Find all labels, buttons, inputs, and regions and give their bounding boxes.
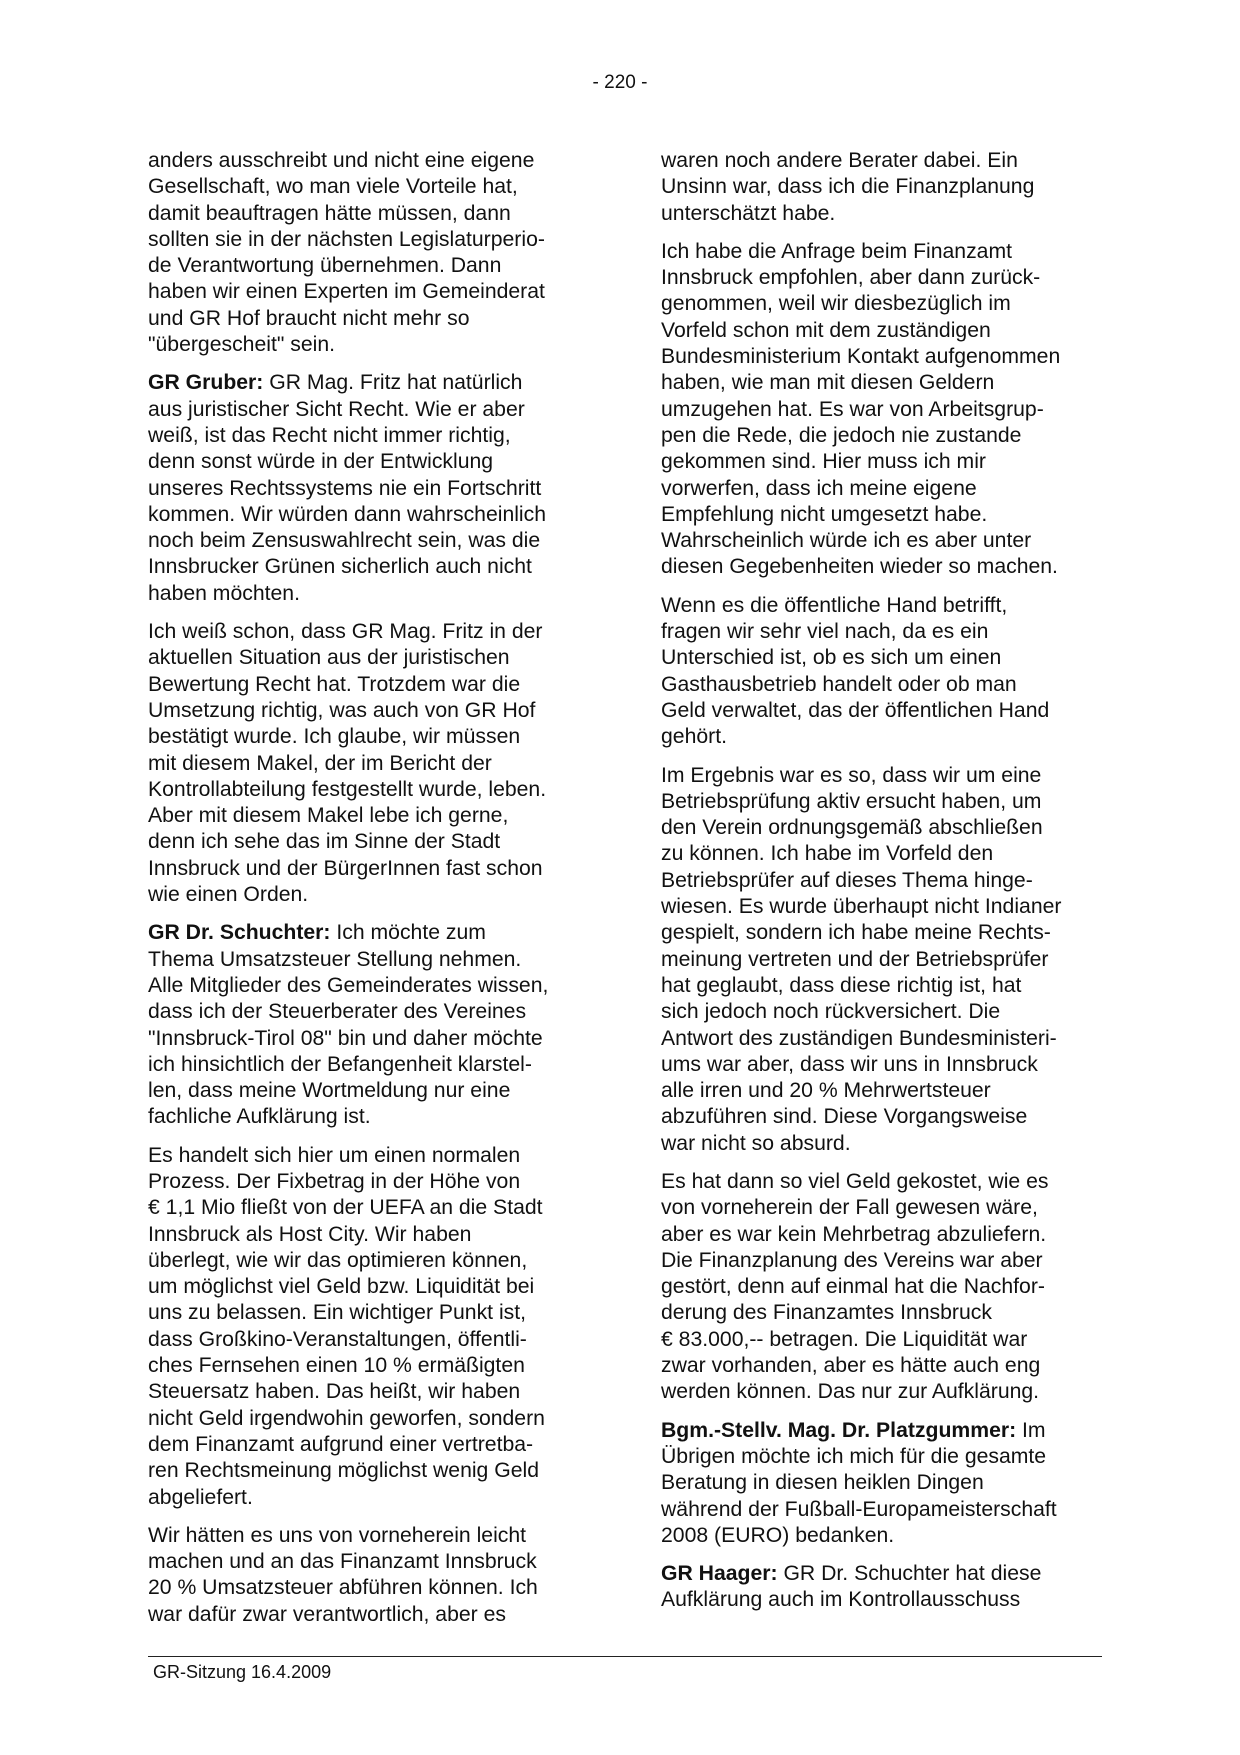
text-line: dass Großkino-Veranstaltungen, öffentli- bbox=[148, 1327, 527, 1351]
text-line: Wir hätten es uns von vorneherein leicht bbox=[148, 1523, 527, 1547]
text-line: ren Rechtsmeinung möglichst wenig Geld bbox=[148, 1459, 539, 1483]
text-line: genommen, weil wir diesbezüglich im bbox=[661, 292, 1011, 316]
paragraph bbox=[148, 920, 580, 1130]
text-line: Unterschied ist, ob es sich um einen bbox=[661, 646, 1002, 670]
text-line: Steuersatz haben. Das heißt, wir haben bbox=[148, 1380, 521, 1404]
text-line: denn sonst würde in der Entwicklung bbox=[148, 450, 494, 474]
text-line: unseres Rechtssystems nie ein Fortschritt bbox=[148, 476, 542, 500]
paragraph bbox=[661, 1561, 1093, 1614]
text-line: machen und an das Finanzamt Innsbruck bbox=[148, 1550, 537, 1574]
text-line: Wenn es die öffentliche Hand betrifft, bbox=[661, 593, 1008, 617]
text-line: damit beauftragen hätte müssen, dann bbox=[148, 201, 511, 225]
speaker-name: Bgm.-Stellv. Mag. Dr. Platzgummer: bbox=[661, 1418, 1017, 1442]
paragraph bbox=[148, 370, 580, 607]
paragraph bbox=[661, 239, 1093, 581]
text-line: weiß, ist das Recht nicht immer richtig, bbox=[148, 423, 511, 447]
paragraph bbox=[661, 1169, 1093, 1406]
text-line: Ich weiß schon, dass GR Mag. Fritz in der bbox=[148, 620, 543, 644]
text-line: Beratung in diesen heiklen Dingen bbox=[661, 1471, 984, 1495]
text-line: haben möchten. bbox=[148, 581, 300, 605]
text-line: Die Finanzplanung des Vereins war aber bbox=[661, 1248, 1043, 1272]
text-line: 2008 (EURO) bedanken. bbox=[661, 1523, 895, 1547]
text-line: alle irren und 20 % Mehrwertsteuer bbox=[661, 1079, 991, 1103]
text-line: überlegt, wie wir das optimieren können, bbox=[148, 1248, 528, 1272]
text-line: de Verantwortung übernehmen. Dann bbox=[148, 254, 502, 278]
text-line: Gesellschaft, wo man viele Vorteile hat, bbox=[148, 175, 518, 199]
text-line: fachliche Aufklärung ist. bbox=[148, 1105, 371, 1129]
text-line: Im Ergebnis war es so, dass wir um eine bbox=[661, 763, 1042, 787]
text-line: pen die Rede, die jedoch nie zustande bbox=[661, 423, 1022, 447]
text-line: während der Fußball-Europameisterschaft bbox=[661, 1497, 1057, 1521]
text-line: denn ich sehe das im Sinne der Stadt bbox=[148, 830, 501, 854]
paragraph bbox=[148, 619, 580, 908]
text-line: Gasthausbetrieb handelt oder ob man bbox=[661, 672, 1017, 696]
text-line: Innsbruck empfohlen, aber dann zurück- bbox=[661, 266, 1041, 290]
text-line: noch beim Zensuswahlrecht sein, was die bbox=[148, 529, 541, 553]
text-line: Kontrollabteilung festgestellt wurde, leben. bbox=[148, 777, 547, 801]
text-line: umzugehen hat. Es war von Arbeitsgrup- bbox=[661, 397, 1044, 421]
text-line: werden können. Das nur zur Aufklärung. bbox=[661, 1380, 1040, 1404]
text-line: waren noch andere Berater dabei. Ein bbox=[661, 149, 1018, 172]
text-line: sollten sie in der nächsten Legislaturperio- bbox=[148, 227, 545, 251]
page-number: - 220 - bbox=[592, 72, 648, 93]
paragraph bbox=[661, 148, 1093, 227]
text-line: meinung vertreten und der Betriebsprüfer bbox=[661, 947, 1049, 971]
text-line: um möglichst viel Geld bzw. Liquidität bei bbox=[148, 1275, 535, 1299]
right-column bbox=[661, 148, 1093, 1626]
text-line: aus juristischer Sicht Recht. Wie er aber bbox=[148, 397, 525, 421]
speaker-name: GR Haager: bbox=[661, 1562, 778, 1586]
text-line: den Verein ordnungsgemäß abschließen bbox=[661, 816, 1043, 840]
text-line: ches Fernsehen einen 10 % ermäßigten bbox=[148, 1354, 525, 1378]
text-line: Betriebsprüfung aktiv ersucht haben, um bbox=[661, 789, 1042, 813]
text-line: Betriebsprüfer auf dieses Thema hinge- bbox=[661, 868, 1033, 892]
text-line: ich hinsichtlich der Befangenheit klarstel- bbox=[148, 1052, 532, 1076]
left-column bbox=[148, 148, 580, 1640]
text-line: Ich habe die Anfrage beim Finanzamt bbox=[661, 239, 1012, 263]
text-line: gekommen sind. Hier muss ich mir bbox=[661, 450, 986, 474]
text-line: haben wir einen Experten im Gemeinderat bbox=[148, 280, 545, 304]
text-line: diesen Gegebenheiten wieder so machen. bbox=[661, 555, 1058, 579]
text-line: € 83.000,-- betragen. Die Liquidität war bbox=[661, 1327, 1028, 1351]
text-line: Aber mit diesem Makel lebe ich gerne, bbox=[148, 804, 509, 828]
text-line: GR Mag. Fritz hat natürlich bbox=[263, 371, 523, 395]
text-line: Übrigen möchte ich mich für die gesamte bbox=[661, 1444, 1047, 1468]
text-line: wiesen. Es wurde überhaupt nicht Indianer bbox=[661, 895, 1062, 919]
text-line: Umsetzung richtig, was auch von GR Hof bbox=[148, 698, 536, 722]
text-line: Es handelt sich hier um einen normalen bbox=[148, 1143, 521, 1167]
text-line: len, dass meine Wortmeldung nur eine bbox=[148, 1079, 511, 1103]
paragraph bbox=[148, 1143, 580, 1511]
text-line: kommen. Wir würden dann wahrscheinlich bbox=[148, 502, 547, 526]
text-line: Im bbox=[1016, 1418, 1046, 1442]
text-line: dem Finanzamt aufgrund einer vertretba- bbox=[148, 1432, 534, 1456]
text-line: zu können. Ich habe im Vorfeld den bbox=[661, 842, 994, 866]
text-line: war dafür zwar verantwortlich, aber es bbox=[148, 1602, 506, 1626]
text-line: Wahrscheinlich würde ich es aber unter bbox=[661, 529, 1032, 553]
text-line: haben, wie man mit diesen Geldern bbox=[661, 371, 995, 395]
text-line: Innsbrucker Grünen sicherlich auch nicht bbox=[148, 555, 532, 579]
text-line: Geld verwaltet, das der öffentlichen Hand bbox=[661, 698, 1050, 722]
text-line: dass ich der Steuerberater des Vereines bbox=[148, 1000, 527, 1024]
text-line: Aufklärung auch im Kontrollausschuss bbox=[661, 1588, 1021, 1612]
text-line: ums war aber, dass wir uns in Innsbruck bbox=[661, 1052, 1038, 1076]
text-line: Innsbruck und der BürgerInnen fast schon bbox=[148, 856, 543, 880]
text-line: € 1,1 Mio fließt von der UEFA an die Stadt bbox=[148, 1196, 543, 1220]
text-line: Bewertung Recht hat. Trotzdem war die bbox=[148, 672, 521, 696]
text-line: anders ausschreibt und nicht eine eigene bbox=[148, 149, 535, 172]
text-line: und GR Hof braucht nicht mehr so bbox=[148, 306, 470, 330]
text-line: von vorneherein der Fall gewesen wäre, bbox=[661, 1196, 1038, 1220]
text-line: 20 % Umsatzsteuer abführen können. Ich bbox=[148, 1576, 538, 1600]
text-line: Vorfeld schon mit dem zuständigen bbox=[661, 318, 991, 342]
text-line: war nicht so absurd. bbox=[661, 1131, 851, 1155]
text-line: bestätigt wurde. Ich glaube, wir müssen bbox=[148, 725, 521, 749]
text-line: Innsbruck als Host City. Wir haben bbox=[148, 1222, 472, 1246]
speaker-name: GR Dr. Schuchter: bbox=[148, 921, 331, 945]
text-line: gespielt, sondern ich habe meine Rechts- bbox=[661, 921, 1051, 945]
text-line: Empfehlung nicht umgesetzt habe. bbox=[661, 502, 988, 526]
paragraph bbox=[661, 593, 1093, 751]
paragraph bbox=[148, 1523, 580, 1628]
text-line: hat geglaubt, dass diese richtig ist, hat bbox=[661, 973, 1022, 997]
footer-divider bbox=[148, 1656, 1102, 1657]
text-line: zwar vorhanden, aber es hätte auch eng bbox=[661, 1354, 1041, 1378]
text-line: vorwerfen, dass ich meine eigene bbox=[661, 476, 977, 500]
text-line: aber es war kein Mehrbetrag abzuliefern. bbox=[661, 1222, 1047, 1246]
footer-text: GR-Sitzung 16.4.2009 bbox=[153, 1662, 332, 1682]
text-line: Bundesministerium Kontakt aufgenommen bbox=[661, 345, 1061, 369]
text-line: GR Dr. Schuchter hat diese bbox=[777, 1562, 1042, 1586]
text-line: derung des Finanzamtes Innsbruck bbox=[661, 1301, 992, 1325]
text-line: abgeliefert. bbox=[148, 1485, 253, 1509]
speaker-name: GR Gruber: bbox=[148, 371, 264, 395]
text-line: fragen wir sehr viel nach, da es ein bbox=[661, 620, 989, 644]
text-line: Antwort des zuständigen Bundesministeri- bbox=[661, 1026, 1057, 1050]
text-line: Alle Mitglieder des Gemeinderates wissen, bbox=[148, 973, 549, 997]
text-line: uns zu belassen. Ein wichtiger Punkt ist, bbox=[148, 1301, 527, 1325]
text-line: Ich möchte zum bbox=[330, 921, 486, 945]
text-line: Es hat dann so viel Geld gekostet, wie es bbox=[661, 1169, 1049, 1193]
text-line: nicht Geld irgendwohin geworfen, sondern bbox=[148, 1406, 545, 1430]
text-line: "Innsbruck-Tirol 08" bin und daher möchte bbox=[148, 1026, 543, 1050]
text-line: wie einen Orden. bbox=[148, 883, 309, 907]
text-line: gestört, denn auf einmal hat die Nachfor- bbox=[661, 1275, 1045, 1299]
text-line: aktuellen Situation aus der juristischen bbox=[148, 646, 510, 670]
text-line: Thema Umsatzsteuer Stellung nehmen. bbox=[148, 947, 522, 971]
text-line: Unsinn war, dass ich die Finanzplanung bbox=[661, 175, 1035, 199]
text-line: "übergescheit" sein. bbox=[148, 333, 336, 357]
text-line: gehört. bbox=[661, 725, 727, 749]
text-line: mit diesem Makel, der im Bericht der bbox=[148, 751, 492, 775]
paragraph bbox=[661, 763, 1093, 1157]
text-line: abzuführen sind. Diese Vorgangsweise bbox=[661, 1105, 1028, 1129]
text-line: unterschätzt habe. bbox=[661, 201, 836, 225]
paragraph bbox=[148, 148, 580, 358]
paragraph bbox=[661, 1418, 1093, 1549]
text-line: sich jedoch noch rückversichert. Die bbox=[661, 1000, 1001, 1024]
text-line: Prozess. Der Fixbetrag in der Höhe von bbox=[148, 1169, 521, 1193]
